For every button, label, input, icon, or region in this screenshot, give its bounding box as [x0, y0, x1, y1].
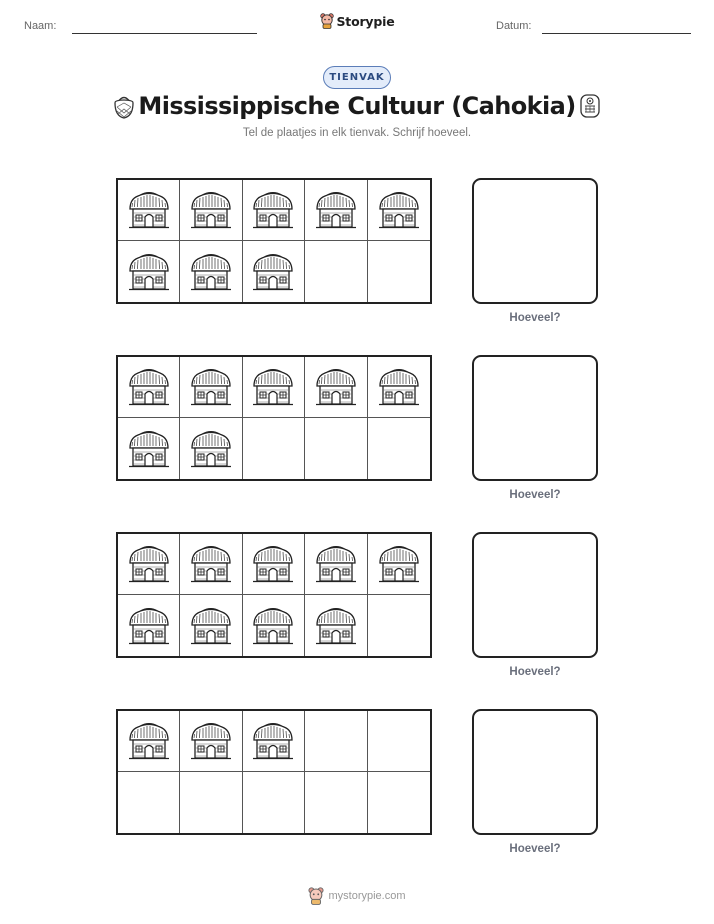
answer-box-4[interactable]: [472, 709, 598, 835]
frame-cell: [305, 595, 367, 656]
frame-cell: [368, 595, 430, 656]
thatched-hut-icon: [126, 544, 172, 584]
carved-tablet-icon: [578, 92, 602, 120]
thatched-hut-icon: [250, 606, 296, 646]
frame-cell: [368, 180, 430, 241]
thatched-hut-icon: [250, 190, 296, 230]
date-line[interactable]: [542, 33, 691, 34]
frame-cell: [368, 357, 430, 418]
thatched-hut-icon: [126, 429, 172, 469]
frame-cell: [180, 418, 242, 479]
instructions: Tel de plaatjes in elk tienvak. Schrijf hoeveel.: [242, 127, 472, 139]
frame-cell: [243, 357, 305, 418]
date-label: Datum:: [496, 20, 532, 32]
frame-cell: [305, 711, 367, 772]
frame-cell: [368, 241, 430, 302]
thatched-hut-icon: [313, 190, 359, 230]
frame-cell: [180, 534, 242, 595]
name-label: Naam:: [24, 20, 57, 32]
frame-cell: [243, 241, 305, 302]
thatched-hut-icon: [188, 367, 234, 407]
thatched-hut-icon: [126, 606, 172, 646]
thatched-hut-icon: [250, 367, 296, 407]
ten-frame-2: [116, 355, 432, 481]
frame-cell: [243, 534, 305, 595]
thatched-hut-icon: [188, 252, 234, 292]
answer-box-3[interactable]: [472, 532, 598, 658]
frame-cell: [305, 241, 367, 302]
frame-cell: [368, 711, 430, 772]
thatched-hut-icon: [250, 252, 296, 292]
thatched-hut-icon: [376, 190, 422, 230]
thatched-hut-icon: [188, 544, 234, 584]
frame-cell: [243, 418, 305, 479]
brand-name: Storypie: [336, 13, 395, 29]
page-title: Mississippische Cultuur (Cahokia): [138, 92, 576, 120]
frame-cell: [305, 180, 367, 241]
frame-cell: [180, 241, 242, 302]
answer-box-1[interactable]: [472, 178, 598, 304]
frame-cell: [118, 534, 180, 595]
brand-logo: [0, 13, 714, 29]
frame-cell: [118, 772, 180, 833]
count-question-3: Hoeveel?: [509, 666, 561, 678]
frame-cell: [180, 180, 242, 241]
frame-cell: [243, 772, 305, 833]
frame-cell: [368, 772, 430, 833]
frame-cell: [180, 711, 242, 772]
frame-cell: [305, 534, 367, 595]
thatched-hut-icon: [126, 367, 172, 407]
frame-cell: [305, 772, 367, 833]
ten-frame-4: [116, 709, 432, 835]
thatched-hut-icon: [188, 190, 234, 230]
thatched-hut-icon: [313, 367, 359, 407]
thatched-hut-icon: [250, 544, 296, 584]
thatched-hut-icon: [188, 721, 234, 761]
frame-cell: [118, 595, 180, 656]
count-question-1: Hoeveel?: [509, 312, 561, 324]
frame-cell: [243, 595, 305, 656]
count-question-2: Hoeveel?: [509, 489, 561, 501]
frame-cell: [118, 418, 180, 479]
bear-mascot-icon: [320, 13, 334, 29]
ten-frame-3: [116, 532, 432, 658]
frame-cell: [368, 534, 430, 595]
frame-cell: [243, 180, 305, 241]
frame-cell: [305, 357, 367, 418]
thatched-hut-icon: [376, 367, 422, 407]
frame-cell: [180, 595, 242, 656]
frame-cell: [243, 711, 305, 772]
name-line[interactable]: [72, 33, 257, 34]
frame-cell: [305, 418, 367, 479]
worksheet-type-badge: TIENVAK: [323, 66, 391, 89]
footer-url: mystorypie.com: [328, 890, 406, 902]
frame-cell: [118, 357, 180, 418]
thatched-hut-icon: [313, 606, 359, 646]
count-question-4: Hoeveel?: [509, 843, 561, 855]
footer: [0, 887, 714, 905]
frame-cell: [118, 711, 180, 772]
frame-cell: [118, 241, 180, 302]
thatched-hut-icon: [313, 544, 359, 584]
thatched-hut-icon: [188, 429, 234, 469]
thatched-hut-icon: [188, 606, 234, 646]
thatched-hut-icon: [250, 721, 296, 761]
thatched-hut-icon: [126, 252, 172, 292]
thatched-hut-icon: [126, 190, 172, 230]
frame-cell: [118, 180, 180, 241]
bear-mascot-icon: [308, 887, 324, 905]
frame-cell: [368, 418, 430, 479]
frame-cell: [180, 357, 242, 418]
frame-cell: [180, 772, 242, 833]
answer-box-2[interactable]: [472, 355, 598, 481]
thatched-hut-icon: [126, 721, 172, 761]
ten-frame-1: [116, 178, 432, 304]
thatched-hut-icon: [376, 544, 422, 584]
